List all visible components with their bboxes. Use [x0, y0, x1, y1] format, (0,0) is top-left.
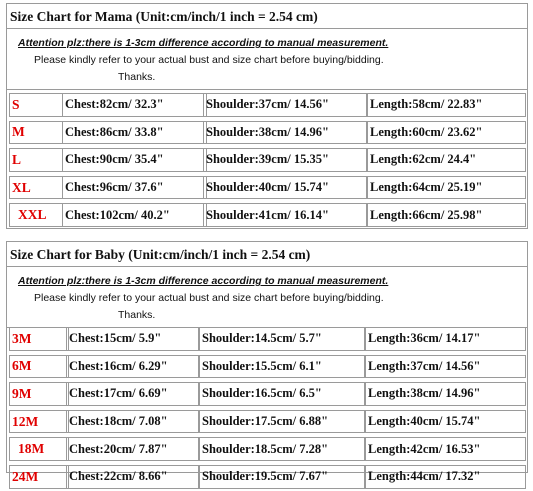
- baby-chart-title: Size Chart for Baby (Unit:cm/inch/1 inch = 2.54 cm): [7, 242, 527, 267]
- size-cell: 18M: [9, 437, 69, 461]
- baby-size-table: [7, 325, 527, 491]
- shoulder-cell: Shoulder:19.5cm/ 7.67": [199, 465, 365, 489]
- shoulder-cell: Shoulder:40cm/ 15.74": [203, 176, 367, 200]
- table-row: [7, 435, 527, 463]
- length-cell: Length:36cm/ 14.17": [365, 327, 526, 351]
- shoulder-cell: Shoulder:37cm/ 14.56": [203, 93, 367, 117]
- mama-kindly-note: Please kindly refer to your actual bust and size chart before buying/bidding.: [34, 54, 384, 66]
- table-row: [7, 201, 527, 229]
- size-cell: 12M: [9, 410, 69, 434]
- size-cell: S: [9, 93, 63, 117]
- size-cell: XXL: [9, 203, 63, 227]
- shoulder-cell: Shoulder:14.5cm/ 5.7": [199, 327, 365, 351]
- length-cell: Length:44cm/ 17.32": [365, 465, 526, 489]
- chest-cell: Chest:20cm/ 7.87": [66, 437, 199, 461]
- length-cell: Length:42cm/ 16.53": [365, 437, 526, 461]
- shoulder-cell: Shoulder:41cm/ 16.14": [203, 203, 367, 227]
- length-cell: Length:37cm/ 14.56": [365, 355, 526, 379]
- length-cell: Length:60cm/ 23.62": [367, 121, 526, 145]
- chest-cell: Chest:96cm/ 37.6": [62, 176, 207, 200]
- mama-notice: [7, 29, 527, 90]
- baby-notice: [7, 267, 527, 328]
- size-cell: 9M: [9, 382, 69, 406]
- shoulder-cell: Shoulder:15.5cm/ 6.1": [199, 355, 365, 379]
- baby-attention-note: Attention plz:there is 1-3cm difference according to manual measurement.: [18, 275, 389, 287]
- size-cell: 24M: [9, 465, 69, 489]
- chest-cell: Chest:15cm/ 5.9": [66, 327, 199, 351]
- chest-cell: Chest:22cm/ 8.66": [66, 465, 199, 489]
- table-row: [7, 146, 527, 174]
- mama-chart-title: Size Chart for Mama (Unit:cm/inch/1 inch = 2.54 cm): [7, 4, 527, 29]
- mama-thanks-note: Thanks.: [118, 71, 156, 83]
- shoulder-cell: Shoulder:38cm/ 14.96": [203, 121, 367, 145]
- size-cell: 3M: [9, 327, 69, 351]
- table-row: [7, 463, 527, 491]
- table-row: [7, 380, 527, 408]
- length-cell: Length:58cm/ 22.83": [367, 93, 526, 117]
- baby-thanks-note: Thanks.: [118, 309, 156, 321]
- chest-cell: Chest:16cm/ 6.29": [66, 355, 199, 379]
- mama-attention-note: Attention plz:there is 1-3cm difference according to manual measurement.: [18, 37, 389, 49]
- length-cell: Length:38cm/ 14.96": [365, 382, 526, 406]
- size-cell: M: [9, 121, 63, 145]
- size-cell: 6M: [9, 355, 69, 379]
- mama-size-table: [7, 91, 527, 229]
- chest-cell: Chest:18cm/ 7.08": [66, 410, 199, 434]
- size-cell: L: [9, 148, 63, 172]
- table-row: [7, 353, 527, 381]
- table-row: [7, 91, 527, 119]
- shoulder-cell: Shoulder:17.5cm/ 6.88": [199, 410, 365, 434]
- table-row: [7, 119, 527, 147]
- chest-cell: Chest:82cm/ 32.3": [62, 93, 207, 117]
- table-row: [7, 408, 527, 436]
- table-row: [7, 174, 527, 202]
- length-cell: Length:40cm/ 15.74": [365, 410, 526, 434]
- length-cell: Length:62cm/ 24.4": [367, 148, 526, 172]
- shoulder-cell: Shoulder:18.5cm/ 7.28": [199, 437, 365, 461]
- chest-cell: Chest:86cm/ 33.8": [62, 121, 207, 145]
- baby-size-chart: [6, 241, 528, 484]
- chest-cell: Chest:90cm/ 35.4": [62, 148, 207, 172]
- length-cell: Length:66cm/ 25.98": [367, 203, 526, 227]
- baby-kindly-note: Please kindly refer to your actual bust and size chart before buying/bidding.: [34, 292, 384, 304]
- mama-size-chart: [6, 3, 528, 229]
- table-row: [7, 325, 527, 353]
- length-cell: Length:64cm/ 25.19": [367, 176, 526, 200]
- chest-cell: Chest:17cm/ 6.69": [66, 382, 199, 406]
- shoulder-cell: Shoulder:16.5cm/ 6.5": [199, 382, 365, 406]
- chest-cell: Chest:102cm/ 40.2": [62, 203, 207, 227]
- shoulder-cell: Shoulder:39cm/ 15.35": [203, 148, 367, 172]
- size-cell: XL: [9, 176, 63, 200]
